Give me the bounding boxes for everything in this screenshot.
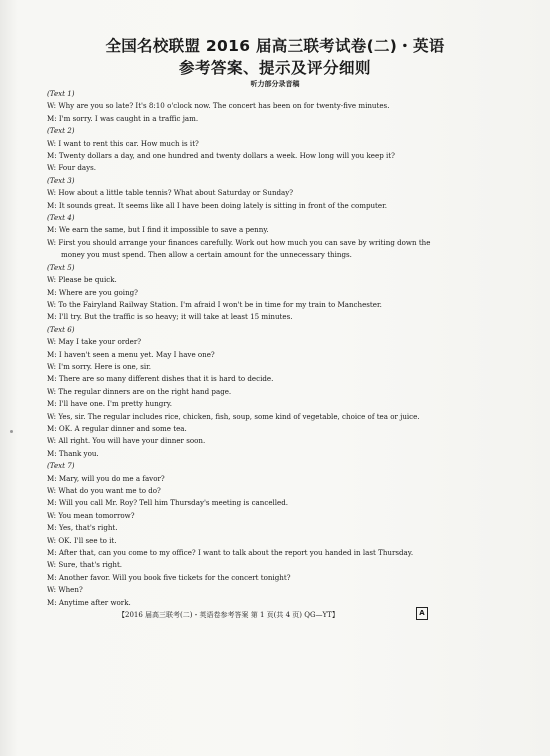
- transcript-line: M: There are so many different dishes that it is hard to decide.: [47, 374, 274, 384]
- transcript-section-label: (Text 5): [47, 262, 75, 272]
- transcript-body: [47, 88, 527, 609]
- transcript-line: M: OK. A regular dinner and some tea.: [47, 423, 187, 433]
- transcript-line: M: Yes, that's right.: [47, 523, 118, 533]
- transcript-line: W: Why are you so late? It's 8:10 o'clock now. The concert has been on for twenty-five minutes.: [47, 101, 390, 111]
- transcript-line: M: Will you call Mr. Roy? Tell him Thursday's meeting is cancelled.: [47, 498, 289, 508]
- document-subtitle: 参考答案、提示及评分细则: [178, 59, 371, 77]
- transcript-line: W: May I take your order?: [47, 337, 142, 347]
- transcript-line: W: First you should arrange your finances carefully. Work out how much you can save by writing down the: [47, 237, 431, 247]
- punch-hole-mark: [10, 430, 13, 433]
- transcript-line: M: Anytime after work.: [47, 597, 131, 607]
- transcript-section-label: (Text 1): [47, 89, 75, 98]
- paper-version-badge: A: [416, 607, 428, 620]
- transcript-line: W: I want to rent this car. How much is it?: [47, 138, 199, 148]
- transcript-line: W: When?: [47, 585, 83, 595]
- transcript-section-label: (Text 7): [47, 461, 75, 471]
- transcript-section-label: (Text 2): [47, 126, 75, 136]
- document-title: 全国名校联盟 2016 届高三联考试卷(二)・英语: [105, 37, 445, 55]
- transcript-line: W: How about a little table tennis? What about Saturday or Sunday?: [47, 188, 294, 198]
- transcript-line: M: We earn the same, but I find it impossible to save a penny.: [47, 225, 269, 235]
- transcript-line: W: Four days.: [47, 163, 97, 173]
- transcript-line: W: All right. You will have your dinner soon.: [47, 436, 206, 446]
- transcript-line: M: Thank you.: [47, 448, 99, 458]
- transcript-line: W: Yes, sir. The regular includes rice, chicken, fish, soup, some kind of vegetable, choice of tea or juice.: [47, 411, 420, 421]
- transcript-line: W: Please be quick.: [47, 275, 117, 285]
- transcript-line: M: Twenty dollars a day, and one hundred and twenty dollars a week. How long will you keep it?: [47, 151, 395, 161]
- transcript-line: M: It sounds great. It seems like all I have been doing lately is sitting in front of the computer.: [47, 200, 387, 210]
- transcript-line: W: Sure, that's right.: [47, 560, 123, 570]
- page-footer: 【2016 届高三联考(二)・英语卷参考答案 第 1 页(共 4 页) QG—YT】: [118, 611, 339, 619]
- transcript-section-label: (Text 6): [47, 324, 75, 334]
- transcript-section-label: (Text 3): [47, 175, 75, 185]
- transcript-line: W: OK. I'll see to it.: [47, 535, 117, 545]
- transcript-line: M: Mary, will you do me a favor?: [47, 473, 165, 483]
- transcript-line: M: I haven't seen a menu yet. May I have one?: [47, 349, 215, 359]
- transcript-line: money you must spend. Then allow a certain amount for the unnecessary things.: [61, 250, 352, 260]
- transcript-line: M: Where are you going?: [47, 287, 138, 297]
- transcript-line: M: I'm sorry. I was caught in a traffic jam.: [47, 113, 199, 123]
- transcript-line: W: What do you want me to do?: [47, 486, 161, 495]
- transcript-line: M: Another favor. Will you book five tickets for the concert tonight?: [47, 572, 291, 582]
- transcript-line: W: You mean tomorrow?: [47, 510, 135, 520]
- section-heading: 听力部分录音稿: [250, 80, 300, 88]
- transcript-line: W: I'm sorry. Here is one, sir.: [47, 361, 152, 371]
- transcript-line: W: To the Fairyland Railway Station. I'm afraid I won't be in time for my train to Manchester.: [47, 299, 382, 309]
- transcript-section-label: (Text 4): [47, 213, 75, 223]
- transcript-line: M: I'll have one. I'm pretty hungry.: [47, 399, 173, 409]
- transcript-line: M: After that, can you come to my office? I want to talk about the report you handed in last Thursday.: [47, 548, 414, 558]
- transcript-line: W: The regular dinners are on the right hand page.: [47, 386, 232, 396]
- transcript-line: M: I'll try. But the traffic is so heavy; it will take at least 15 minutes.: [47, 312, 293, 322]
